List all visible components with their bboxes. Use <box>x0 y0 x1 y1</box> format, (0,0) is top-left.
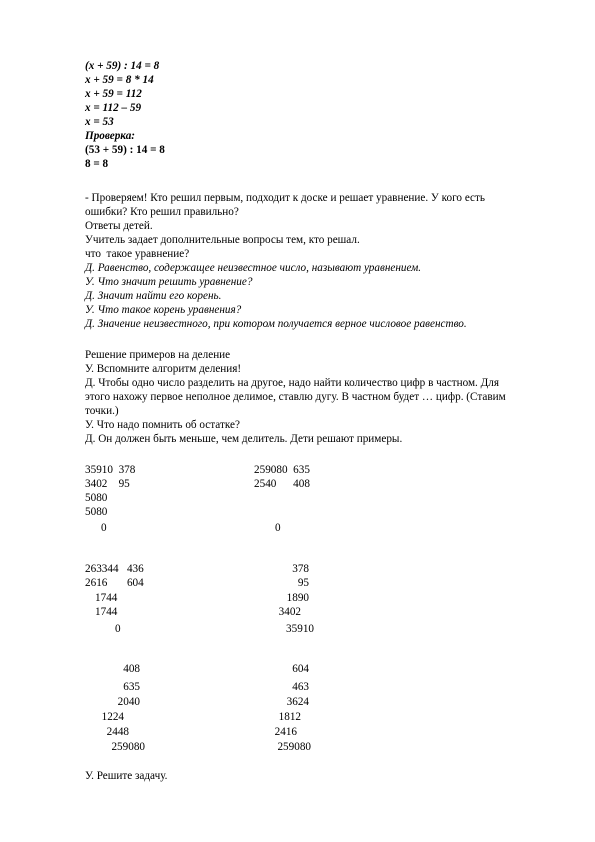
division3-line-2: 2616 604 <box>85 577 144 589</box>
mult1-line-4: 3402 <box>278 606 301 618</box>
dialog1-line-5: Д. Значение неизвестного, при котором получается верное числовое равенство. <box>85 318 467 330</box>
section-title: Решение примеров на деление <box>85 349 231 361</box>
division3-line-3: 1744 <box>95 592 118 604</box>
equation-line-1: (x + 59) : 14 = 8 <box>85 60 160 72</box>
division3-line-1: 263344 436 <box>85 563 144 575</box>
division1-line-2: 3402 95 <box>85 478 130 490</box>
mult3-line-3: 3624 <box>286 696 309 708</box>
mult1-line-5: 35910 <box>286 623 314 635</box>
dialog1-line-1: Д. Равенство, содержащее неизвестное число, называют уравнением. <box>85 262 422 274</box>
dialog1-line-4: У. Что такое корень уравнения? <box>85 304 242 316</box>
mult1-line-1: 378 <box>292 563 309 575</box>
division1-line-3: 5080 <box>85 492 108 504</box>
dialog2-line-6: Д. Он должен быть меньше, чем делитель. Дети решают примеры. <box>85 433 403 445</box>
paragraph-line-1: - Проверяем! Кто решил первым, подходит к доске и решает уравнение. У кого есть <box>85 192 486 204</box>
division1-line-5: 0 <box>101 522 107 534</box>
mult2-line-4: 1224 <box>101 711 124 723</box>
dialog2-line-2: Д. Чтобы одно число разделить на другое, надо найти количество цифр в частном. Для <box>85 377 499 389</box>
check-line-2: 8 = 8 <box>85 158 109 170</box>
dialog1-line-2: У. Что значит решить уравнение? <box>85 276 253 288</box>
paragraph-line-4: Учитель задает дополнительные вопросы тем, кто решал. <box>85 234 360 246</box>
equation-line-2: x + 59 = 8 * 14 <box>85 74 154 86</box>
mult3-line-1: 604 <box>292 663 309 675</box>
mult3-line-5: 2416 <box>274 726 297 738</box>
dialog1-line-3: Д. Значит найти его корень. <box>85 290 222 302</box>
equation-line-4: x = 112 – 59 <box>85 102 142 114</box>
division2-line-3: 0 <box>275 522 281 534</box>
dialog2-line-1: У. Вспомните алгоритм деления! <box>85 363 242 375</box>
mult3-line-2: 463 <box>292 681 309 693</box>
paragraph-line-5: что такое уравнение? <box>85 248 190 260</box>
mult1-line-2: 95 <box>297 577 309 589</box>
dialog2-line-3: этого нахожу первое неполное делимое, ставлю дугу. В частном будет … цифр. (Ставим <box>85 391 506 403</box>
paragraph-line-3: Ответы детей. <box>85 220 153 232</box>
division3-line-5: 0 <box>115 623 121 635</box>
mult2-line-3: 2040 <box>117 696 140 708</box>
mult2-line-1: 408 <box>123 663 140 675</box>
dialog2-line-4: точки.) <box>85 405 119 417</box>
mult3-line-6: 259080 <box>277 741 311 753</box>
final-line: У. Решите задачу. <box>85 770 168 782</box>
mult3-line-4: 1812 <box>278 711 301 723</box>
paragraph-line-2: ошибки? Кто решил правильно? <box>85 206 239 218</box>
mult1-line-3: 1890 <box>286 592 309 604</box>
mult2-line-2: 635 <box>123 681 140 693</box>
equation-line-5: x = 53 <box>85 116 114 128</box>
check-line-1: (53 + 59) : 14 = 8 <box>85 144 165 156</box>
division1-line-4: 5080 <box>85 506 108 518</box>
equation-line-3: x + 59 = 112 <box>85 88 142 100</box>
mult2-line-5: 2448 <box>106 726 129 738</box>
division3-line-4: 1744 <box>95 606 118 618</box>
check-label: Проверка: <box>85 130 136 142</box>
dialog2-line-5: У. Что надо помнить об остатке? <box>85 419 240 431</box>
division1-line-1: 35910 378 <box>85 464 136 476</box>
mult2-line-6: 259080 <box>111 741 145 753</box>
division2-line-2: 2540 408 <box>254 478 310 490</box>
division2-line-1: 259080 635 <box>254 464 310 476</box>
